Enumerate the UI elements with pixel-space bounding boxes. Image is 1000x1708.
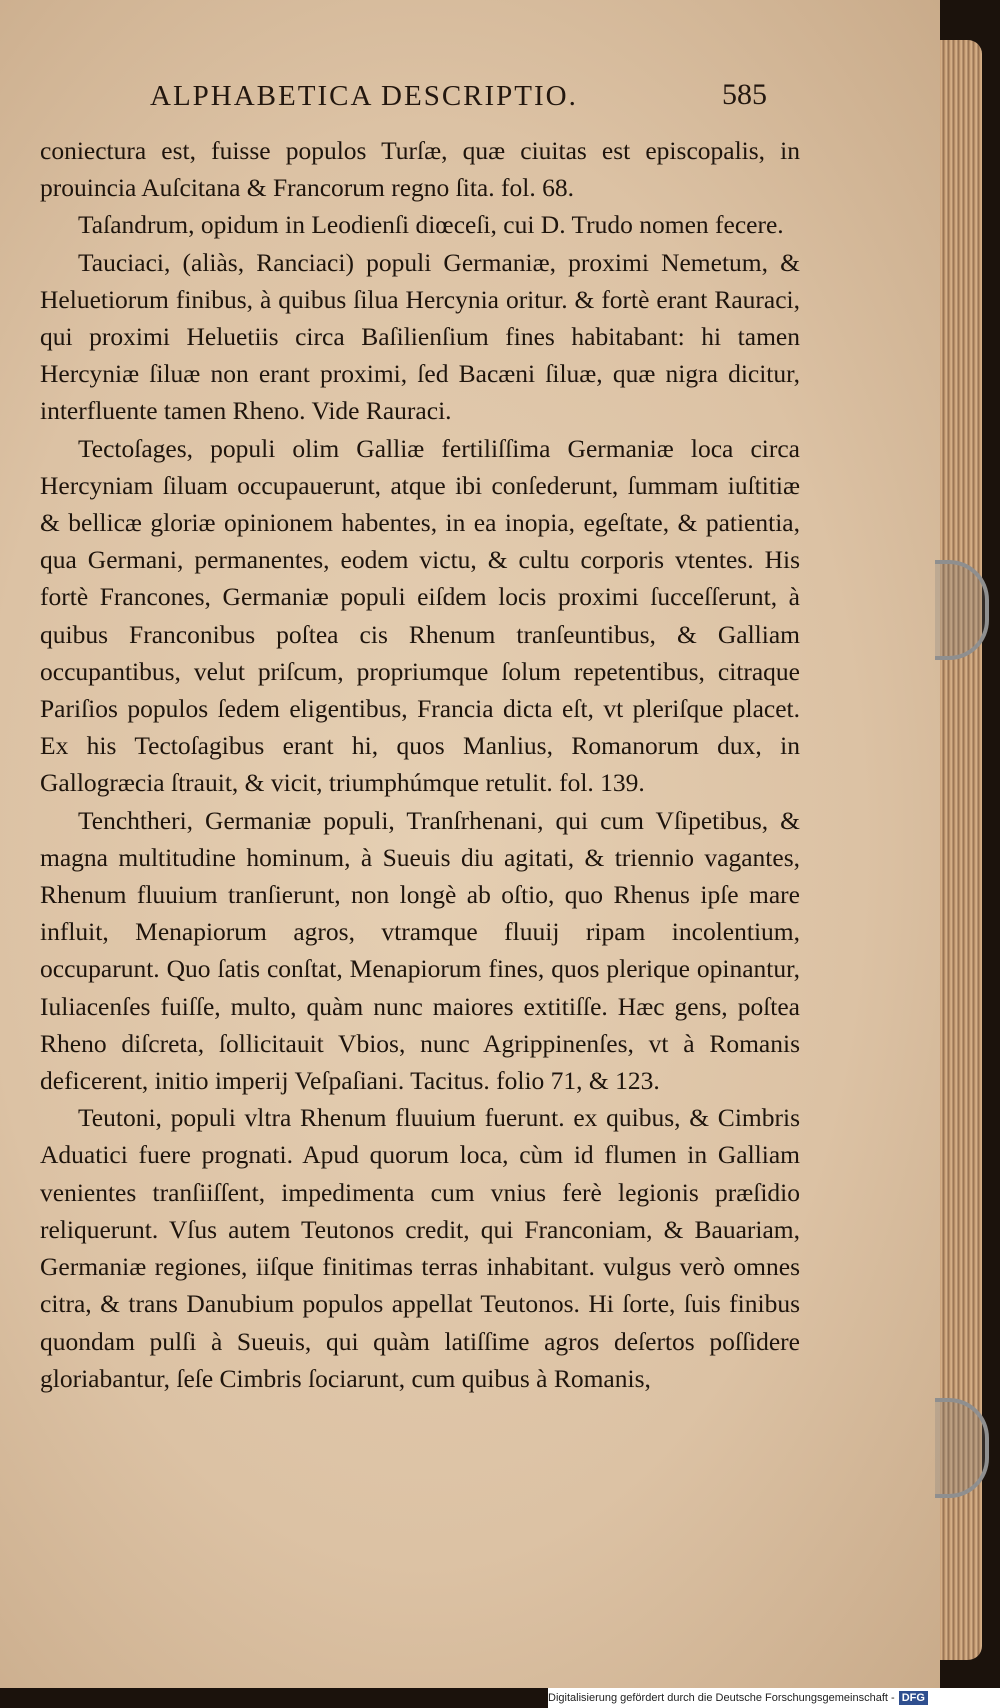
paragraph-tectosages: Tectoſages, populi olim Galliæ fertiliſſima Germaniæ loca circa Hercyniam ſiluam occupauerunt, atque ibi conſederunt, ſummam iuſtitiæ & bellicæ gloriæ opinionem habentes, in ea inopia, egeſtate, & patientia, qua Germani, permanentes, eodem victu, & cultu corporis vtentes. His fortè Francones, Germaniæ populi eiſdem locis proximi ſucceſſerunt, à quibus Franconibus poſtea cis Rhenum tranſeuntibus, & Galliam occupantibus, velut priſcum, propriumque ſolum repetentibus, citraque Pariſios populos ſedem eligentibus, Francia dicta eſt, vt pleriſque placet. Ex his Tectoſagibus erant hi, quos Manlius, Romanorum dux, in Gallogræcia ſtrauit, & vicit, triumphúmque retulit. fol. 139. bbox=[40, 433, 800, 798]
dfg-logo: DFG bbox=[899, 1691, 928, 1705]
page-body bbox=[40, 132, 800, 1397]
page-number: 585 bbox=[722, 78, 767, 111]
paragraph-conjectura: coniectura est, fuisse populos Turſæ, quæ ciuitas est episcopalis, in prouincia Auſcitana & Francorum regno ſita. fol. 68. bbox=[40, 136, 800, 203]
digitization-credit bbox=[548, 1688, 1000, 1708]
paragraph-teutoni: Teutoni, populi vltra Rhenum fluuium fuerunt. ex quibus, & Cimbris Aduatici fuere prognati. Apud quorum loca, cùm id flumen in Galliam venientes tranſiiſſent, impedimenta cum vnius ferè legionis præſidio reliquerunt. Vſus autem Teutonos credit, qui Franconiam, & Bauariam, Germaniæ regiones, iiſque finitimas terras inhabitant. vulgus verò omnes citra, & trans Danubium populos appellat Teutonos. Hi ſorte, ſuis finibus quondam pulſi à Sueuis, qui quàm latiſſime agros deſertos poſſidere gloriabantur, ſeſe Cimbris ſociarunt, cum quibus à Romanis, bbox=[40, 1103, 800, 1393]
paragraph-tasandrum: Taſandrum, opidum in Leodienſi diœceſi, cui D. Trudo nomen fecere. bbox=[78, 210, 784, 240]
paragraph-tenchtheri: Tenchtheri, Germaniæ populi, Tranſrhenani, qui cum Vſipetibus, & magna multitudine hominum, à Sueuis diu agitati, & triennio vagantes, Rhenum fluuium tranſierunt, non longè ab oſtio, quo Rhenus ipſe mare influit, Menapiorum agros, vtramque fluuij ripam incolentium, occuparunt. Quo ſatis conſtat, Menapiorum fines, quos plerique opinantur, Iuliacenſes fuiſſe, multo, quàm nunc maiores extitiſſe. Hæc gens, poſtea Rheno diſcreta, ſollicitauit Vbios, nunc Agrippinenſes, vt à Romanis deficerent, initio imperij Veſpaſiani. Tacitus. folio 71, & 123. bbox=[40, 805, 800, 1096]
running-title: ALPHABETICA DESCRIPTIO. bbox=[150, 80, 578, 112]
credit-text: Digitalisierung gefördert durch die Deutsche Forschungsgemeinschaft - bbox=[548, 1692, 895, 1704]
paragraph-tauciaci: Tauciaci, (aliàs, Ranciaci) populi Germaniæ, proximi Nemetum, & Heluetiorum finibus, à quibus ſilua Hercynia oritur. & fortè erant Rauraci, qui proximi Heluetiis circa Baſilienſium fines habitabant: hi tamen Hercyniæ ſiluæ non erant proximi, ſed Bacæni ſiluæ, quæ nigra dicitur, interfluente tamen Rheno. Vide Rauraci. bbox=[40, 247, 800, 426]
